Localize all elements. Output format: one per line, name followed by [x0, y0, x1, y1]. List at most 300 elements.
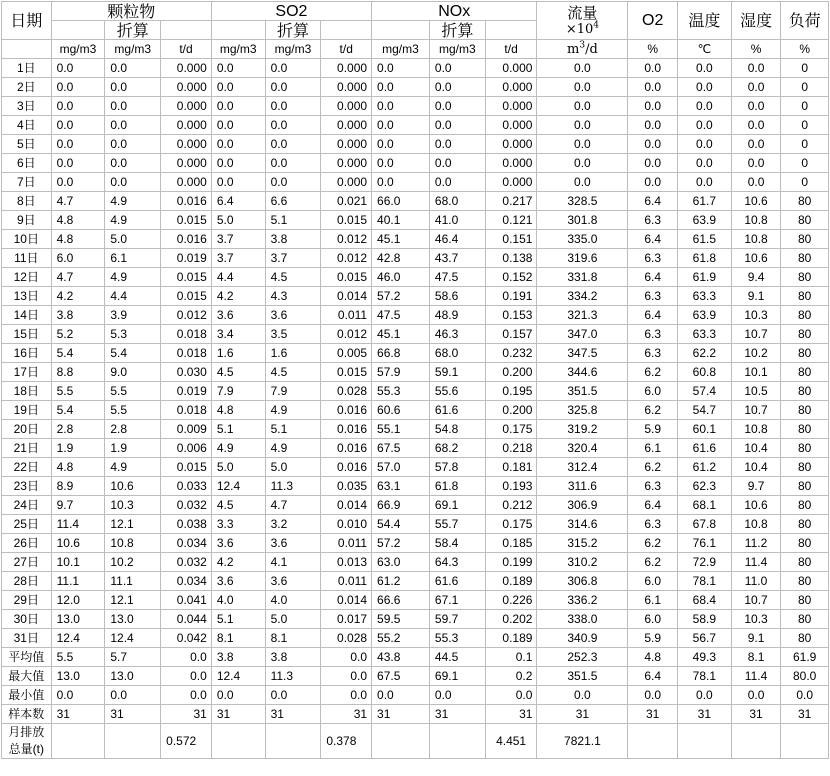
- cell-so2-converted[interactable]: 4.7: [265, 496, 321, 515]
- cell-so2-conc[interactable]: 4.5: [211, 363, 265, 382]
- cell-humidity[interactable]: 10.5: [731, 382, 781, 401]
- cell-empty[interactable]: [51, 724, 105, 759]
- cell-temp[interactable]: 61.6: [677, 439, 731, 458]
- cell-humidity[interactable]: 10.1: [731, 363, 781, 382]
- cell-particulate-td[interactable]: 0.032: [161, 553, 212, 572]
- cell-humidity[interactable]: 9.1: [731, 287, 781, 306]
- cell-so2-td[interactable]: 0.000: [321, 59, 372, 78]
- cell-particulate-td[interactable]: 0.000: [161, 154, 212, 173]
- cell-flow[interactable]: 321.3: [537, 306, 628, 325]
- cell-nox-td[interactable]: 0.181: [485, 458, 537, 477]
- cell-humidity[interactable]: 0.0: [731, 173, 781, 192]
- cell-nox-converted[interactable]: 0.0: [429, 97, 485, 116]
- cell-load[interactable]: 61.9: [781, 648, 829, 667]
- cell-so2-td[interactable]: 0.028: [321, 629, 372, 648]
- header-o2[interactable]: O2: [628, 2, 678, 40]
- cell-so2-conc[interactable]: 31: [211, 705, 265, 724]
- cell-so2-conc[interactable]: 0.0: [211, 135, 265, 154]
- cell-particulate-td[interactable]: 0.006: [161, 439, 212, 458]
- cell-temp[interactable]: 0.0: [677, 686, 731, 705]
- cell-nox-conc[interactable]: 60.6: [372, 401, 430, 420]
- cell-so2-converted[interactable]: 6.6: [265, 192, 321, 211]
- cell-date[interactable]: 4日: [2, 116, 52, 135]
- cell-nox-conc[interactable]: 66.8: [372, 344, 430, 363]
- header-nox-converted[interactable]: 折算: [429, 21, 485, 40]
- cell-so2-td[interactable]: 0.012: [321, 249, 372, 268]
- cell-nox-conc[interactable]: 46.0: [372, 268, 430, 287]
- cell-nox-td[interactable]: 0.185: [485, 534, 537, 553]
- cell-particulate-converted[interactable]: 11.1: [105, 572, 161, 591]
- cell-particulate-conc[interactable]: 10.1: [51, 553, 105, 572]
- cell-load[interactable]: 80: [781, 287, 829, 306]
- cell-flow[interactable]: 335.0: [537, 230, 628, 249]
- cell-temp[interactable]: 60.8: [677, 363, 731, 382]
- cell-date[interactable]: 14日: [2, 306, 52, 325]
- cell-temp[interactable]: 61.9: [677, 268, 731, 287]
- cell-temp[interactable]: 56.7: [677, 629, 731, 648]
- cell-load[interactable]: 80: [781, 230, 829, 249]
- cell-o2[interactable]: 0.0: [628, 116, 678, 135]
- cell-flow[interactable]: 306.8: [537, 572, 628, 591]
- cell-nox-conc[interactable]: 57.9: [372, 363, 430, 382]
- cell-o2[interactable]: 6.0: [628, 572, 678, 591]
- cell-so2-converted[interactable]: 3.6: [265, 306, 321, 325]
- cell-humidity[interactable]: 9.7: [731, 477, 781, 496]
- cell-nox-converted[interactable]: 61.8: [429, 477, 485, 496]
- cell-particulate-conc[interactable]: 4.7: [51, 192, 105, 211]
- cell-flow[interactable]: 314.6: [537, 515, 628, 534]
- cell-nox-conc[interactable]: 40.1: [372, 211, 430, 230]
- cell-date[interactable]: 22日: [2, 458, 52, 477]
- cell-flow[interactable]: 0.0: [537, 116, 628, 135]
- cell-empty[interactable]: [731, 724, 781, 759]
- cell-load[interactable]: 80: [781, 211, 829, 230]
- cell-temp[interactable]: 61.8: [677, 249, 731, 268]
- cell-nox-td[interactable]: 0.212: [485, 496, 537, 515]
- cell-so2-conc[interactable]: 0.0: [211, 59, 265, 78]
- cell-so2-converted[interactable]: 3.6: [265, 572, 321, 591]
- cell-so2-td[interactable]: 0.016: [321, 458, 372, 477]
- cell-temp[interactable]: 67.8: [677, 515, 731, 534]
- cell-so2-converted[interactable]: 4.1: [265, 553, 321, 572]
- cell-humidity[interactable]: 0.0: [731, 97, 781, 116]
- monthly-total-so2[interactable]: 0.378: [321, 724, 372, 759]
- cell-load[interactable]: 0: [781, 59, 829, 78]
- cell-nox-td[interactable]: 0.138: [485, 249, 537, 268]
- cell-o2[interactable]: 6.4: [628, 306, 678, 325]
- header-humidity[interactable]: 湿度: [731, 2, 781, 40]
- cell-nox-conc[interactable]: 0.0: [372, 78, 430, 97]
- cell-flow[interactable]: 0.0: [537, 173, 628, 192]
- cell-load[interactable]: 80: [781, 458, 829, 477]
- cell-so2-td[interactable]: 31: [321, 705, 372, 724]
- cell-nox-conc[interactable]: 0.0: [372, 135, 430, 154]
- cell-nox-conc[interactable]: 66.9: [372, 496, 430, 515]
- cell-temp[interactable]: 0.0: [677, 116, 731, 135]
- cell-particulate-conc[interactable]: 4.8: [51, 230, 105, 249]
- cell-so2-conc[interactable]: 12.4: [211, 667, 265, 686]
- cell-o2[interactable]: 31: [628, 705, 678, 724]
- cell-so2-converted[interactable]: 3.6: [265, 534, 321, 553]
- cell-nox-converted[interactable]: 59.1: [429, 363, 485, 382]
- cell-particulate-converted[interactable]: 0.0: [105, 173, 161, 192]
- cell-humidity[interactable]: 0.0: [731, 135, 781, 154]
- cell-flow[interactable]: 331.8: [537, 268, 628, 287]
- cell-so2-td[interactable]: 0.016: [321, 420, 372, 439]
- cell-nox-td[interactable]: 0.200: [485, 363, 537, 382]
- cell-nox-converted[interactable]: 0.0: [429, 135, 485, 154]
- cell-nox-td[interactable]: 0.157: [485, 325, 537, 344]
- cell-so2-converted[interactable]: 1.6: [265, 344, 321, 363]
- cell-particulate-td[interactable]: 0.019: [161, 382, 212, 401]
- cell-flow[interactable]: 351.5: [537, 382, 628, 401]
- cell-flow[interactable]: 315.2: [537, 534, 628, 553]
- cell-humidity[interactable]: 10.4: [731, 439, 781, 458]
- cell-nox-conc[interactable]: 0.0: [372, 97, 430, 116]
- cell-nox-converted[interactable]: 69.1: [429, 667, 485, 686]
- cell-date[interactable]: 21日: [2, 439, 52, 458]
- cell-flow[interactable]: 338.0: [537, 610, 628, 629]
- cell-so2-converted[interactable]: 5.0: [265, 458, 321, 477]
- cell-humidity[interactable]: 0.0: [731, 59, 781, 78]
- cell-nox-td[interactable]: 0.195: [485, 382, 537, 401]
- monthly-total-flow[interactable]: 7821.1: [537, 724, 628, 759]
- cell-temp[interactable]: 31: [677, 705, 731, 724]
- header-date[interactable]: 日期: [2, 2, 52, 40]
- cell-o2[interactable]: 5.9: [628, 629, 678, 648]
- cell-nox-conc[interactable]: 57.2: [372, 287, 430, 306]
- cell-date[interactable]: 19日: [2, 401, 52, 420]
- cell-o2[interactable]: 6.0: [628, 610, 678, 629]
- cell-nox-converted[interactable]: 41.0: [429, 211, 485, 230]
- cell-so2-converted[interactable]: 7.9: [265, 382, 321, 401]
- cell-temp[interactable]: 68.4: [677, 591, 731, 610]
- cell-load[interactable]: 80: [781, 610, 829, 629]
- cell-load[interactable]: 80: [781, 515, 829, 534]
- cell-load[interactable]: 80: [781, 192, 829, 211]
- cell-temp[interactable]: 78.1: [677, 572, 731, 591]
- cell-particulate-conc[interactable]: 4.8: [51, 458, 105, 477]
- cell-o2[interactable]: 6.3: [628, 477, 678, 496]
- cell-particulate-conc[interactable]: 0.0: [51, 686, 105, 705]
- cell-so2-td[interactable]: 0.028: [321, 382, 372, 401]
- cell-load[interactable]: 80: [781, 439, 829, 458]
- cell-nox-td[interactable]: 0.199: [485, 553, 537, 572]
- cell-particulate-converted[interactable]: 13.0: [105, 667, 161, 686]
- cell-so2-td[interactable]: 0.000: [321, 97, 372, 116]
- cell-so2-td[interactable]: 0.011: [321, 534, 372, 553]
- cell-nox-converted[interactable]: 46.3: [429, 325, 485, 344]
- cell-particulate-converted[interactable]: 31: [105, 705, 161, 724]
- cell-nox-conc[interactable]: 42.8: [372, 249, 430, 268]
- cell-humidity[interactable]: 11.4: [731, 553, 781, 572]
- cell-nox-converted[interactable]: 55.6: [429, 382, 485, 401]
- cell-particulate-td[interactable]: 0.0: [161, 667, 212, 686]
- cell-so2-td[interactable]: 0.035: [321, 477, 372, 496]
- cell-particulate-converted[interactable]: 10.6: [105, 477, 161, 496]
- cell-empty[interactable]: [781, 724, 829, 759]
- cell-nox-converted[interactable]: 58.4: [429, 534, 485, 553]
- cell-nox-td[interactable]: 0.189: [485, 572, 537, 591]
- cell-so2-converted[interactable]: 4.0: [265, 591, 321, 610]
- cell-load[interactable]: 80: [781, 496, 829, 515]
- cell-particulate-conc[interactable]: 5.5: [51, 648, 105, 667]
- cell-o2[interactable]: 6.3: [628, 325, 678, 344]
- cell-temp[interactable]: 0.0: [677, 154, 731, 173]
- cell-humidity[interactable]: 10.4: [731, 458, 781, 477]
- cell-temp[interactable]: 63.3: [677, 287, 731, 306]
- cell-load[interactable]: 0: [781, 78, 829, 97]
- cell-o2[interactable]: 6.1: [628, 439, 678, 458]
- cell-date[interactable]: 23日: [2, 477, 52, 496]
- cell-load[interactable]: 0: [781, 173, 829, 192]
- cell-nox-conc[interactable]: 61.2: [372, 572, 430, 591]
- cell-date[interactable]: 27日: [2, 553, 52, 572]
- cell-so2-td[interactable]: 0.021: [321, 192, 372, 211]
- cell-temp[interactable]: 76.1: [677, 534, 731, 553]
- cell-date[interactable]: 5日: [2, 135, 52, 154]
- cell-nox-td[interactable]: 0.1: [485, 648, 537, 667]
- cell-particulate-td[interactable]: 0.009: [161, 420, 212, 439]
- cell-particulate-conc[interactable]: 13.0: [51, 610, 105, 629]
- cell-particulate-conc[interactable]: 0.0: [51, 59, 105, 78]
- cell-so2-td[interactable]: 0.0: [321, 686, 372, 705]
- cell-so2-conc[interactable]: 1.6: [211, 344, 265, 363]
- cell-humidity[interactable]: 10.2: [731, 344, 781, 363]
- cell-nox-td[interactable]: 0.2: [485, 667, 537, 686]
- cell-o2[interactable]: 6.3: [628, 211, 678, 230]
- cell-load[interactable]: 80: [781, 401, 829, 420]
- cell-nox-conc[interactable]: 55.2: [372, 629, 430, 648]
- cell-particulate-converted[interactable]: 4.9: [105, 458, 161, 477]
- cell-flow[interactable]: 344.6: [537, 363, 628, 382]
- cell-empty[interactable]: [429, 724, 485, 759]
- cell-nox-conc[interactable]: 55.3: [372, 382, 430, 401]
- unit-o2[interactable]: %: [628, 40, 678, 59]
- cell-nox-converted[interactable]: 31: [429, 705, 485, 724]
- unit-so2-td[interactable]: t/d: [321, 40, 372, 59]
- cell-particulate-conc[interactable]: 31: [51, 705, 105, 724]
- cell-humidity[interactable]: 0.0: [731, 116, 781, 135]
- cell-humidity[interactable]: 11.4: [731, 667, 781, 686]
- cell-nox-conc[interactable]: 45.1: [372, 230, 430, 249]
- cell-particulate-td[interactable]: 0.012: [161, 306, 212, 325]
- cell-o2[interactable]: 6.4: [628, 268, 678, 287]
- cell-so2-conc[interactable]: 0.0: [211, 173, 265, 192]
- cell-so2-conc[interactable]: 0.0: [211, 686, 265, 705]
- cell-so2-td[interactable]: 0.012: [321, 325, 372, 344]
- cell-nox-converted[interactable]: 48.9: [429, 306, 485, 325]
- unit-nox-converted[interactable]: mg/m3: [429, 40, 485, 59]
- cell-nox-conc[interactable]: 67.5: [372, 439, 430, 458]
- cell-humidity[interactable]: 9.1: [731, 629, 781, 648]
- cell-date[interactable]: 15日: [2, 325, 52, 344]
- cell-empty[interactable]: [105, 724, 161, 759]
- cell-nox-conc[interactable]: 57.0: [372, 458, 430, 477]
- cell-nox-conc[interactable]: 59.5: [372, 610, 430, 629]
- unit-flow[interactable]: [537, 40, 628, 59]
- cell-nox-converted[interactable]: 68.2: [429, 439, 485, 458]
- cell-particulate-converted[interactable]: 12.1: [105, 515, 161, 534]
- cell-nox-conc[interactable]: 0.0: [372, 59, 430, 78]
- cell-nox-td[interactable]: 31: [485, 705, 537, 724]
- cell-o2[interactable]: 6.4: [628, 496, 678, 515]
- cell-load[interactable]: 0: [781, 116, 829, 135]
- cell-so2-conc[interactable]: 4.5: [211, 496, 265, 515]
- cell-o2[interactable]: 6.3: [628, 344, 678, 363]
- cell-humidity[interactable]: 31: [731, 705, 781, 724]
- cell-particulate-converted[interactable]: 5.5: [105, 382, 161, 401]
- cell-particulate-td[interactable]: 0.000: [161, 135, 212, 154]
- cell-particulate-converted[interactable]: 0.0: [105, 154, 161, 173]
- cell-particulate-td[interactable]: 0.0: [161, 648, 212, 667]
- cell-so2-td[interactable]: 0.000: [321, 154, 372, 173]
- header-so2[interactable]: SO2: [211, 2, 371, 21]
- cell-particulate-conc[interactable]: 5.4: [51, 344, 105, 363]
- cell-particulate-converted[interactable]: 0.0: [105, 116, 161, 135]
- cell-humidity[interactable]: 10.7: [731, 401, 781, 420]
- cell-temp[interactable]: 61.7: [677, 192, 731, 211]
- cell-so2-td[interactable]: 0.000: [321, 78, 372, 97]
- cell-particulate-td[interactable]: 0.033: [161, 477, 212, 496]
- cell-temp[interactable]: 61.5: [677, 230, 731, 249]
- cell-nox-td[interactable]: 0.0: [485, 686, 537, 705]
- cell-nox-td[interactable]: 0.151: [485, 230, 537, 249]
- cell-temp[interactable]: 61.2: [677, 458, 731, 477]
- cell-particulate-conc[interactable]: 11.4: [51, 515, 105, 534]
- cell-so2-td[interactable]: 0.010: [321, 515, 372, 534]
- cell-particulate-converted[interactable]: 13.0: [105, 610, 161, 629]
- cell-so2-converted[interactable]: 3.5: [265, 325, 321, 344]
- cell-nox-conc[interactable]: 57.2: [372, 534, 430, 553]
- cell-temp[interactable]: 57.4: [677, 382, 731, 401]
- cell-particulate-td[interactable]: 0.015: [161, 268, 212, 287]
- cell-date[interactable]: 18日: [2, 382, 52, 401]
- cell-particulate-td[interactable]: 0.038: [161, 515, 212, 534]
- cell-nox-td[interactable]: 0.217: [485, 192, 537, 211]
- cell-flow[interactable]: 0.0: [537, 154, 628, 173]
- cell-nox-td[interactable]: 0.000: [485, 59, 537, 78]
- cell-nox-converted[interactable]: 47.5: [429, 268, 485, 287]
- cell-date[interactable]: 26日: [2, 534, 52, 553]
- cell-so2-converted[interactable]: 3.8: [265, 230, 321, 249]
- cell-particulate-conc[interactable]: 9.7: [51, 496, 105, 515]
- cell-nox-converted[interactable]: 0.0: [429, 78, 485, 97]
- cell-particulate-converted[interactable]: 5.5: [105, 401, 161, 420]
- cell-nox-converted[interactable]: 69.1: [429, 496, 485, 515]
- cell-load[interactable]: 0: [781, 97, 829, 116]
- cell-so2-conc[interactable]: 3.3: [211, 515, 265, 534]
- cell-nox-conc[interactable]: 0.0: [372, 154, 430, 173]
- cell-temp[interactable]: 72.9: [677, 553, 731, 572]
- unit-nox-conc[interactable]: mg/m3: [372, 40, 430, 59]
- cell-flow[interactable]: 319.2: [537, 420, 628, 439]
- cell-temp[interactable]: 63.9: [677, 211, 731, 230]
- cell-empty[interactable]: [51, 21, 105, 40]
- cell-flow[interactable]: 336.2: [537, 591, 628, 610]
- cell-o2[interactable]: 0.0: [628, 173, 678, 192]
- cell-nox-td[interactable]: 0.226: [485, 591, 537, 610]
- cell-nox-converted[interactable]: 43.7: [429, 249, 485, 268]
- cell-particulate-conc[interactable]: 5.4: [51, 401, 105, 420]
- cell-so2-td[interactable]: 0.000: [321, 116, 372, 135]
- cell-nox-converted[interactable]: 61.6: [429, 401, 485, 420]
- cell-empty[interactable]: [372, 21, 430, 40]
- cell-load[interactable]: 0: [781, 154, 829, 173]
- cell-o2[interactable]: 0.0: [628, 59, 678, 78]
- cell-so2-conc[interactable]: 5.0: [211, 458, 265, 477]
- cell-so2-td[interactable]: 0.016: [321, 401, 372, 420]
- cell-nox-converted[interactable]: 58.6: [429, 287, 485, 306]
- monthly-total-nox[interactable]: 4.451: [485, 724, 537, 759]
- cell-nox-conc[interactable]: 47.5: [372, 306, 430, 325]
- cell-so2-td[interactable]: 0.0: [321, 667, 372, 686]
- cell-so2-conc[interactable]: 8.1: [211, 629, 265, 648]
- cell-load[interactable]: 0.0: [781, 686, 829, 705]
- cell-particulate-conc[interactable]: 4.2: [51, 287, 105, 306]
- cell-flow[interactable]: 306.9: [537, 496, 628, 515]
- cell-particulate-conc[interactable]: 1.9: [51, 439, 105, 458]
- cell-so2-conc[interactable]: 0.0: [211, 97, 265, 116]
- cell-empty[interactable]: [485, 21, 537, 40]
- cell-particulate-conc[interactable]: 3.8: [51, 306, 105, 325]
- cell-empty[interactable]: [2, 40, 52, 59]
- cell-temp[interactable]: 78.1: [677, 667, 731, 686]
- cell-load[interactable]: 80: [781, 572, 829, 591]
- cell-particulate-td[interactable]: 0.018: [161, 401, 212, 420]
- cell-so2-converted[interactable]: 11.3: [265, 667, 321, 686]
- cell-temp[interactable]: 62.2: [677, 344, 731, 363]
- cell-so2-converted[interactable]: 3.2: [265, 515, 321, 534]
- cell-flow[interactable]: 252.3: [537, 648, 628, 667]
- cell-particulate-converted[interactable]: 9.0: [105, 363, 161, 382]
- cell-so2-conc[interactable]: 3.6: [211, 572, 265, 591]
- cell-so2-converted[interactable]: 5.1: [265, 420, 321, 439]
- cell-nox-td[interactable]: 0.000: [485, 135, 537, 154]
- cell-humidity[interactable]: 10.7: [731, 591, 781, 610]
- unit-particulate-conc[interactable]: mg/m3: [51, 40, 105, 59]
- cell-so2-td[interactable]: 0.014: [321, 591, 372, 610]
- cell-load[interactable]: 80: [781, 363, 829, 382]
- cell-date[interactable]: 1日: [2, 59, 52, 78]
- cell-particulate-conc[interactable]: 2.8: [51, 420, 105, 439]
- header-nox[interactable]: NOx: [372, 2, 537, 21]
- cell-so2-conc[interactable]: 5.1: [211, 610, 265, 629]
- cell-date[interactable]: 25日: [2, 515, 52, 534]
- cell-flow[interactable]: 301.8: [537, 211, 628, 230]
- cell-o2[interactable]: 6.2: [628, 401, 678, 420]
- unit-so2-converted[interactable]: mg/m3: [265, 40, 321, 59]
- cell-flow[interactable]: 0.0: [537, 97, 628, 116]
- cell-particulate-td[interactable]: 0.000: [161, 78, 212, 97]
- cell-date[interactable]: 样本数: [2, 705, 52, 724]
- cell-particulate-conc[interactable]: 0.0: [51, 116, 105, 135]
- cell-load[interactable]: 80: [781, 382, 829, 401]
- cell-load[interactable]: 80: [781, 325, 829, 344]
- cell-so2-conc[interactable]: 5.1: [211, 420, 265, 439]
- cell-nox-conc[interactable]: 0.0: [372, 686, 430, 705]
- cell-temp[interactable]: 0.0: [677, 97, 731, 116]
- cell-load[interactable]: 80.0: [781, 667, 829, 686]
- cell-nox-td[interactable]: 0.232: [485, 344, 537, 363]
- cell-load[interactable]: 80: [781, 344, 829, 363]
- cell-o2[interactable]: 6.4: [628, 230, 678, 249]
- cell-humidity[interactable]: 0.0: [731, 78, 781, 97]
- cell-humidity[interactable]: 0.0: [731, 686, 781, 705]
- cell-empty[interactable]: [161, 21, 212, 40]
- cell-nox-converted[interactable]: 67.1: [429, 591, 485, 610]
- cell-so2-conc[interactable]: 4.4: [211, 268, 265, 287]
